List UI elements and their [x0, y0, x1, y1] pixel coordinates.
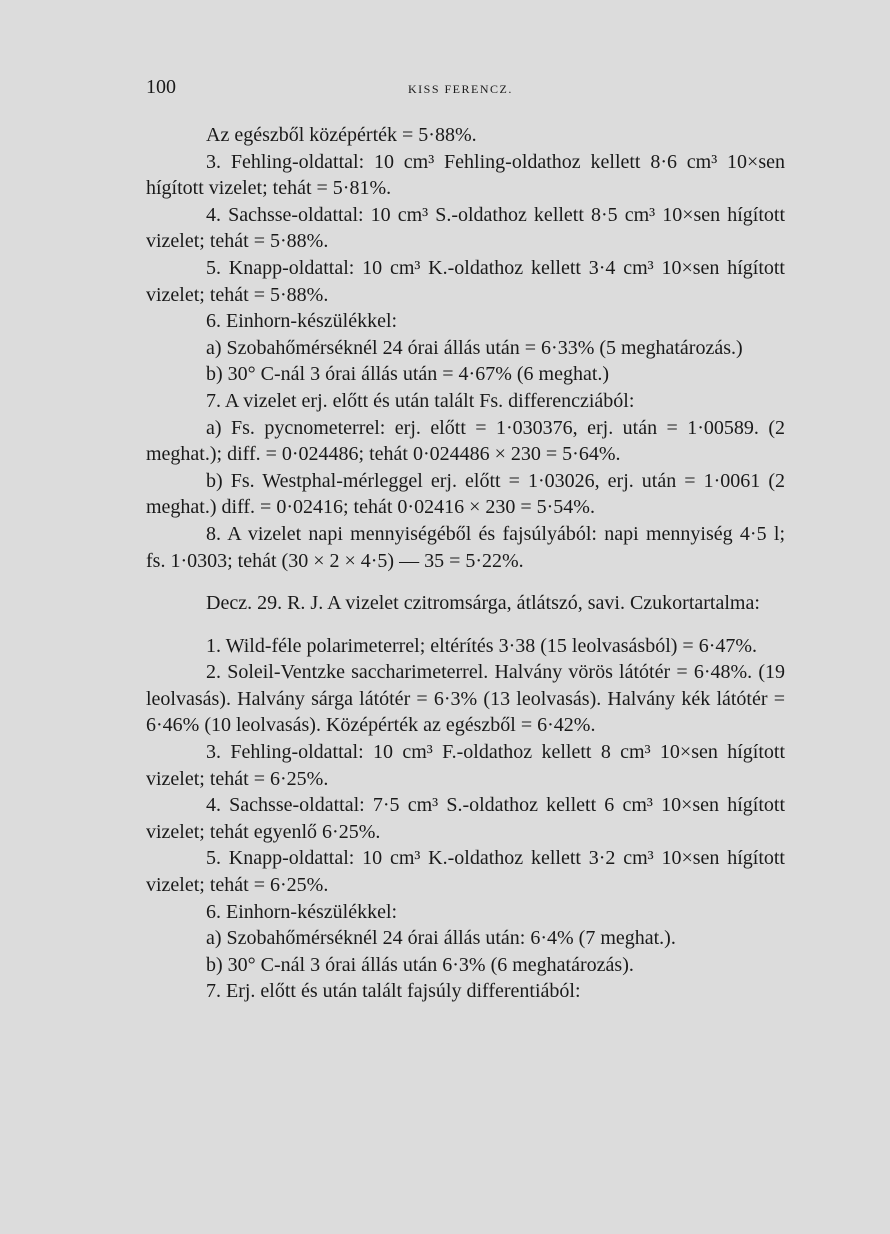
paragraph: 8. A vizelet napi mennyiségéből és fajsúlyából: napi mennyiség 4·5 l; fs. 1·0303; tehát (30 × 2 × 4·5) — 35 = 5·22%. [146, 522, 785, 572]
running-head: KISS FERENCZ. [408, 82, 513, 96]
paragraph: a) Szobahőmérséknél 24 órai állás után = 6·33% (5 meghatározás.) [206, 336, 743, 359]
paragraph: 5. Knapp-oldattal: 10 cm³ K.-oldathoz kellett 3·4 cm³ 10×sen hígított vizelet; tehát = 5·88%. [146, 256, 785, 306]
paragraph: 4. Sachsse-oldattal: 7·5 cm³ S.-oldathoz kellett 6 cm³ 10×sen hígított vizelet; tehát egyenlő 6·25%. [146, 794, 785, 843]
paragraph: 6. Einhorn-készülékkel: [206, 900, 398, 923]
paragraph: b) Fs. Westphal-mérleggel erj. előtt = 1·03026, erj. után = 1·0061 (2 meghat.) diff. = 0·02416; tehát 0·02416 × 230 = 5·54%. [146, 469, 785, 519]
paragraph: Az egészből középérték = 5·88%. [206, 124, 477, 146]
paragraph: 1. Wild-féle polarimeterrel; eltérítés 3·38 (15 leolvasásból) = 6·47%. [206, 634, 758, 657]
paragraph: 3. Fehling-oldattal: 10 cm³ F.-oldathoz kellett 8 cm³ 10×sen hígított vizelet; tehát = 6·25%. [146, 741, 785, 790]
paragraph: 4. Sachsse-oldattal: 10 cm³ S.-oldathoz kellett 8·5 cm³ 10×sen hígított vizelet; tehát = 5·88%. [146, 203, 785, 253]
paragraph: Decz. 29. R. J. A vizelet czitromsárga, átlátszó, savi. Czukortartalma: [206, 592, 760, 615]
paragraph: 3. Fehling-oldattal: 10 cm³ Fehling-oldathoz kellett 8·6 cm³ 10×sen hígított vizelet; tehát = 5·81%. [146, 150, 785, 200]
page-header [146, 76, 746, 100]
paragraph: 7. Erj. előtt és után talált fajsúly differentiából: [206, 980, 581, 1003]
body-text [146, 122, 785, 1005]
paragraph: 6. Einhorn-készülékkel: [206, 310, 398, 333]
paragraph: a) Fs. pycnometerrel: erj. előtt = 1·030376, erj. után = 1·00589. (2 meghat.); diff. = 0·024486; tehát 0·024486 × 230 = 5·64%. [146, 416, 785, 466]
paragraph: 7. A vizelet erj. előtt és után talált Fs. differencziából: [206, 389, 635, 412]
page-number: 100 [146, 76, 176, 98]
paragraph: b) 30° C-nál 3 órai állás után = 4·67% (6 meghat.) [206, 363, 610, 386]
paragraph: 5. Knapp-oldattal: 10 cm³ K.-oldathoz kellett 3·2 cm³ 10×sen hígított vizelet; tehát = 6·25%. [146, 847, 785, 897]
paragraph: a) Szobahőmérséknél 24 órai állás után: 6·4% (7 meghat.). [206, 927, 676, 950]
paragraph: 2. Soleil-Ventzke saccharimeterrel. Halvány vörös látótér = 6·48%. (19 leolvasás). Halvány sárga látótér = 6·3% (13 leolvasás). Halvány kék látótér = 6·46% (10 leolvasás). Középérték az egészből = 6·42%. [146, 661, 785, 737]
paragraph: b) 30° C-nál 3 órai állás után 6·3% (6 meghatározás). [206, 953, 634, 976]
